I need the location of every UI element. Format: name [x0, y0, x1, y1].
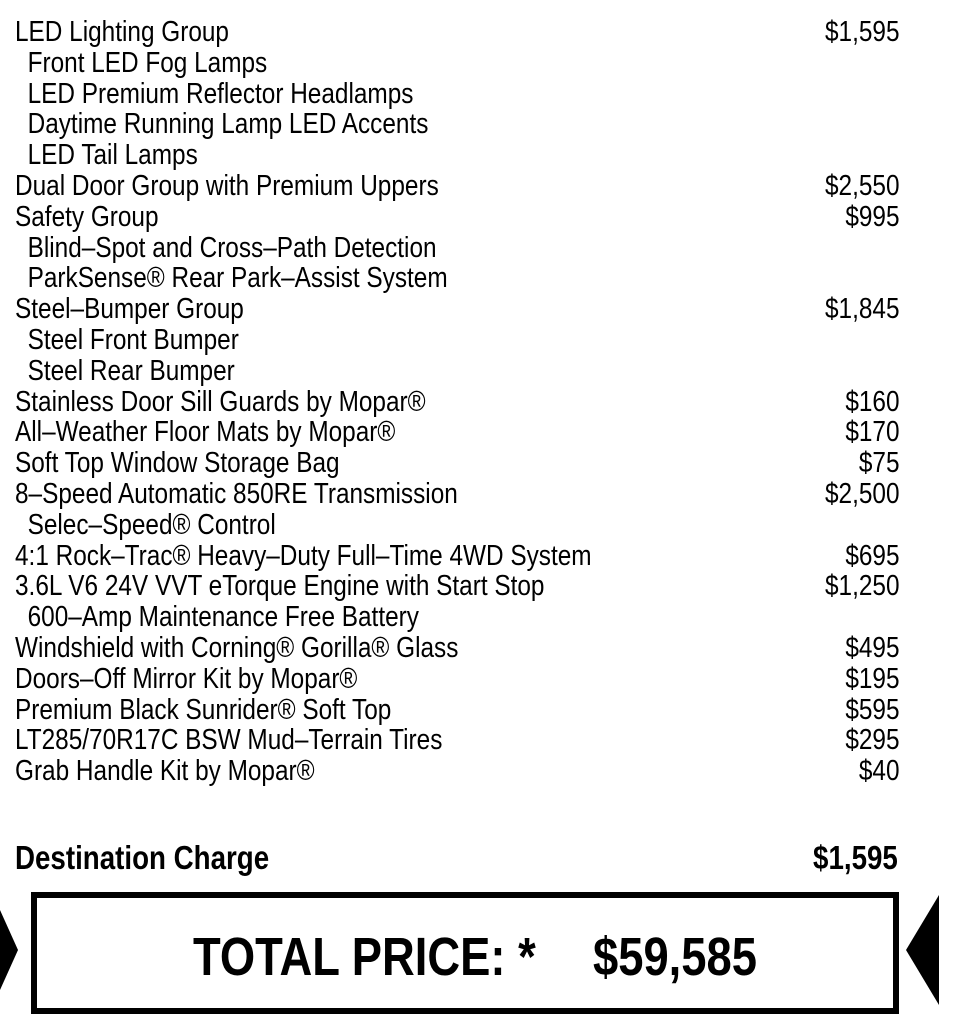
- option-label: Windshield with Corning® Gorilla® Glass: [15, 631, 459, 664]
- total-price-box: [31, 892, 899, 1014]
- option-item: [15, 417, 900, 448]
- option-sub-item: [15, 79, 900, 110]
- option-label: 4:1 Rock–Trac® Heavy–Duty Full–Time 4WD System: [15, 539, 592, 572]
- option-price: $40: [858, 755, 900, 788]
- option-item: [15, 725, 900, 756]
- option-item: [15, 756, 900, 787]
- option-sub-item: [15, 263, 900, 294]
- option-label: Front LED Fog Lamps: [27, 46, 268, 79]
- option-label: Safety Group: [15, 200, 159, 233]
- option-sub-item: [15, 602, 900, 633]
- option-price: $995: [845, 200, 900, 233]
- option-label: Grab Handle Kit by Mopar®: [15, 755, 315, 788]
- option-sub-item: [15, 233, 900, 264]
- option-item: [15, 479, 900, 510]
- total-price-value: $59,585: [593, 927, 757, 987]
- option-item: [15, 541, 900, 572]
- destination-charge-row: [15, 838, 898, 878]
- destination-charge-label: Destination Charge: [15, 839, 270, 876]
- option-label: Daytime Running Lamp LED Accents: [27, 108, 429, 141]
- option-label: Soft Top Window Storage Bag: [15, 447, 340, 480]
- total-price-label: TOTAL PRICE: *: [193, 927, 536, 987]
- option-item: [15, 695, 900, 726]
- option-list: [15, 17, 900, 787]
- option-sub-item: [15, 48, 900, 79]
- option-label: 600–Amp Maintenance Free Battery: [27, 601, 419, 634]
- option-sub-item: [15, 140, 900, 171]
- option-price: $1,595: [825, 16, 900, 48]
- option-item: [15, 387, 900, 418]
- triangle-left-icon: [906, 895, 939, 1005]
- option-label: Steel Rear Bumper: [27, 354, 235, 387]
- option-sub-item: [15, 109, 900, 140]
- option-price: $595: [845, 693, 900, 726]
- option-item: [15, 448, 900, 479]
- option-label: Doors–Off Mirror Kit by Mopar®: [15, 662, 358, 695]
- option-item: [15, 664, 900, 695]
- option-item: [15, 171, 900, 202]
- option-label: Selec–Speed® Control: [27, 508, 276, 541]
- option-sub-item: [15, 510, 900, 541]
- option-price: $695: [845, 539, 900, 572]
- option-price: $295: [845, 724, 900, 757]
- option-price: $2,550: [825, 169, 900, 202]
- option-item: [15, 633, 900, 664]
- option-item: [15, 571, 900, 602]
- option-label: Steel–Bumper Group: [15, 293, 244, 326]
- option-label: 8–Speed Automatic 850RE Transmission: [15, 477, 458, 510]
- option-price: $1,845: [825, 293, 900, 326]
- triangle-right-icon: [0, 910, 18, 990]
- option-label: Premium Black Sunrider® Soft Top: [15, 693, 392, 726]
- option-label: Stainless Door Sill Guards by Mopar®: [15, 385, 426, 418]
- option-item: [15, 202, 900, 233]
- option-sub-item: [15, 356, 900, 387]
- option-label: LT285/70R17C BSW Mud–Terrain Tires: [15, 724, 443, 757]
- option-label: Steel Front Bumper: [27, 323, 239, 356]
- option-label: 3.6L V6 24V VVT eTorque Engine with Start Stop: [15, 570, 545, 603]
- option-label: LED Premium Reflector Headlamps: [27, 77, 414, 110]
- option-price: $75: [858, 447, 900, 480]
- option-label: All–Weather Floor Mats by Mopar®: [15, 416, 396, 449]
- option-label: LED Tail Lamps: [27, 139, 198, 172]
- destination-charge-price: $1,595: [813, 839, 898, 876]
- option-label: ParkSense® Rear Park–Assist System: [27, 262, 448, 295]
- option-label: LED Lighting Group: [15, 16, 229, 48]
- option-sub-item: [15, 325, 900, 356]
- option-price: $170: [845, 416, 900, 449]
- option-price: $495: [845, 631, 900, 664]
- option-price: $160: [845, 385, 900, 418]
- option-item: [15, 294, 900, 325]
- option-item: [15, 17, 900, 48]
- option-price: $2,500: [825, 477, 900, 510]
- option-label: Dual Door Group with Premium Uppers: [15, 169, 439, 202]
- option-price: $1,250: [825, 570, 900, 603]
- option-price: $195: [845, 662, 900, 695]
- option-label: Blind–Spot and Cross–Path Detection: [27, 231, 437, 264]
